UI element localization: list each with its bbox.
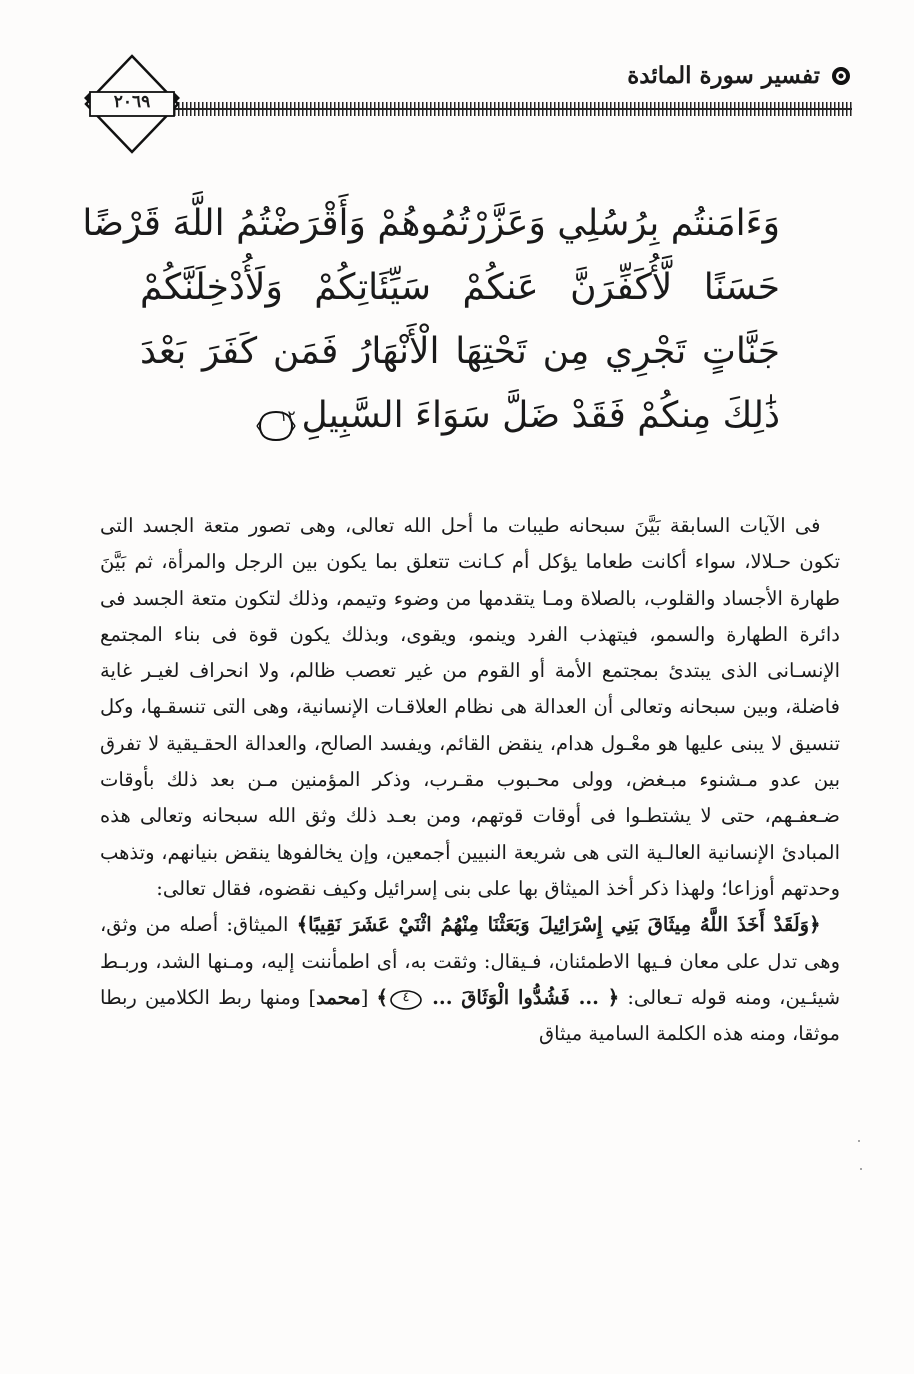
paragraph-2-text-b: ومنها ربط الكلامين ربطا موثقا، ومنه هذه الكلمة السامية ميثاق [100,985,840,1046]
paragraph-1-text: فى الآيات السابقة بَيَّنَ سبحانه طيبات ما أحل الله تعالى، وهى تصور متعة الجسد التى تكون حـلالا، سواء أكانت طعاما يؤكل أم كـانت تتعلق بما يكون بين الرجل والمرأة، ثم بَيَّنَ طهارة الأجساد والقلوب، بالصلاة ومـا يتقدمها من وضوء وتيمم، وذلك لتكون متعة الجسد فى دائرة الطهارة والسمو، فيتهذب الفرد وينمو، ويقوى، وبذلك يكون قوة فى بناء المجتمع الإنسـانى الذى يبتدئ بمجتمع الأمة أو القوم من غير تعصب ظالم، ولا انحراف لغيـر غاية فاضلة، وبين سبحانه وتعالى أن العدالة هى نظام العلاقـات الإنسانية، وهى التى تنسقـها، وكل تنسيق لا يبنى عليها هو معْـول هدام، ينقض القائم، ويفسد الصالح، والعدالة الحقـيقية لا تفرق بين عدو مـشنوء مبـغض، وولى محـبوب مقـرب، وذكر المؤمنين مـن بعد ذلك بأوقات ضـعفـهم، حتى لا يشتطـوا فى أوقات قوتهم، ومن بعـد ذلك وثق الله سبحانه وتعالى هذه المبادئ الإنسانية العالـية التى هى شريعة النبيين أجمعين، وإن يخالفوها ينقض بنيانهم، وتذهب وحدتهم أوزاعا؛ ولهذا ذكر أخذ الميثاق بها على بنى إسرائيل وكيف نقضوه، فقال تعالى: [100,514,840,900]
verse-line-4-text: ذَٰلِكَ مِنكُمْ فَقَدْ ضَلَّ سَوَاءَ السَّبِيلِ [301,395,780,436]
ayah-number: ١٢ [279,407,296,425]
scan-speck [858,1140,860,1142]
quote-open-bracket: ﴿ [809,913,821,937]
running-title [627,62,852,89]
header-rule [162,102,852,116]
quoted-verse-2: ... فَشُدُّوا الْوَثَاقَ ... [432,985,608,1009]
paragraph-2-text-a: الميثاق: أصله من وثق، وهى تدل على معان فـيها الاطمئنان، فـيقال: وثقت به، أى اطمأننت إليه، ومـنها الشد، وربـط شيئـين، ومنه قوله تـعالى: [100,913,841,1009]
surah-name: محمد [316,985,361,1009]
ayah-end-marker [256,400,296,434]
bracket-close: ] [300,985,317,1009]
chapter-title: تفسير سورة المائدة [627,62,820,89]
quote2-open-bracket: ﴿ [607,985,620,1009]
paragraph-2 [100,907,840,1052]
paragraph-1 [100,508,840,907]
bracket-open: [ [360,985,377,1009]
verse-line-1: وَءَامَنتُم بِرُسُلِي وَعَزَّرْتُمُوهُمْ وَأَقْرَضْتُمُ اللَّهَ قَرْضًا [82,203,780,244]
ayah-citation-marker [388,987,424,1009]
quran-verse-block [82,192,780,448]
verse-line-3: جَنَّاتٍ تَجْرِي مِن تَحْتِهَا الْأَنْهَارُ فَمَن كَفَرَ بَعْدَ [140,331,780,372]
quoted-verse: وَلَقَدْ أَخَذَ اللَّهُ مِيثَاقَ بَنِي إِسْرَائِيلَ وَبَعَثْنَا مِنْهُمُ اثْنَيْ عَشَرَ نَقِيبًا [308,913,810,937]
page-number: ٢٠٦٩ [113,92,151,112]
page-header [82,52,852,162]
verse-line-4 [140,384,780,448]
quote-close-bracket: ﴾ [296,913,309,937]
quote2-close-bracket: ﴾ [376,985,388,1009]
citation-number: ٤ [402,990,410,1006]
verse-line-2: حَسَنًا لَّأُكَفِّرَنَّ عَنكُمْ سَيِّئَاتِكُمْ وَلَأُدْخِلَنَّكُمْ [140,267,780,308]
scan-speck [860,1168,862,1170]
ornament-icon [830,65,852,87]
commentary-text [100,508,840,1052]
